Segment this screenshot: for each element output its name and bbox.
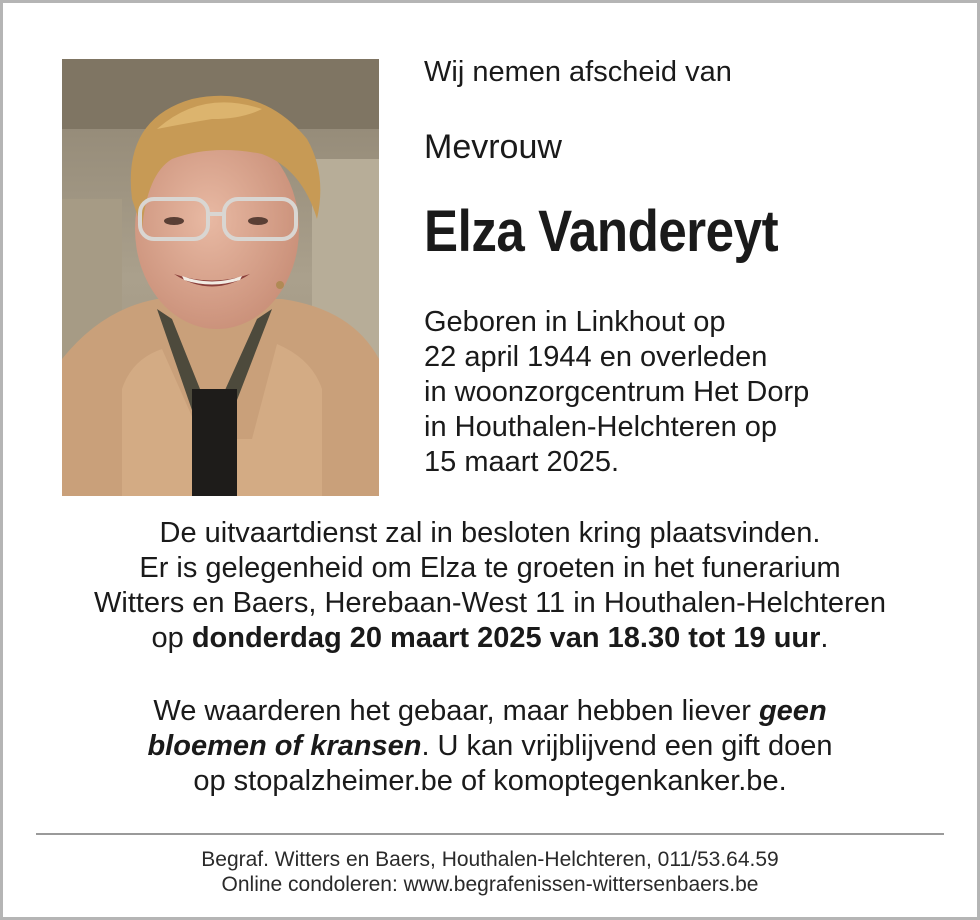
- birth-death-details: [424, 305, 809, 480]
- funeral-info: [3, 516, 977, 656]
- date-suffix: .: [820, 622, 829, 654]
- birth-line: in woonzorgcentrum Het Dorp: [424, 376, 810, 408]
- funeral-line: De uitvaartdienst zal in besloten kring plaatsvinden.: [159, 517, 821, 549]
- funeral-line: Witters en Baers, Herebaan-West 11 in Houthalen-Helchteren: [94, 587, 886, 619]
- intro-text: Wij nemen afscheid van: [424, 56, 732, 88]
- flowers-request: [3, 694, 977, 799]
- divider: [36, 833, 944, 835]
- condolence-link: Online condoleren: www.begrafenissen-wittersenbaers.be: [221, 873, 759, 896]
- visitation-date: donderdag 20 maart 2025 van 18.30 tot 19 uur: [191, 622, 821, 654]
- deceased-name: Elza Vandereyt: [424, 199, 779, 264]
- salutation: Mevrouw: [424, 128, 562, 166]
- birth-line: Geboren in Linkhout op: [424, 306, 726, 338]
- funeral-line: Er is gelegenheid om Elza te groeten in het funerarium: [139, 552, 841, 584]
- flowers-emphasis: bloemen of kransen: [147, 730, 422, 762]
- birth-line: in Houthalen-Helchteren op: [424, 411, 778, 443]
- undertaker-contact: Begraf. Witters en Baers, Houthalen-Helchteren, 011/53.64.59: [201, 848, 779, 871]
- flowers-line: [3, 694, 977, 729]
- donation-line: op stopalzheimer.be of komoptegenkanker.be.: [193, 765, 787, 797]
- footer: [3, 847, 977, 897]
- flowers-line: [3, 729, 977, 764]
- flowers-suffix: . U kan vrijblijvend een gift doen: [421, 730, 833, 762]
- birth-line: 15 maart 2025.: [424, 446, 620, 478]
- date-prefix: op: [151, 622, 192, 654]
- birth-line: 22 april 1944 en overleden: [424, 341, 768, 373]
- flowers-prefix: We waarderen het gebaar, maar hebben liever: [153, 695, 759, 727]
- funeral-line-date: [3, 621, 977, 656]
- flowers-emphasis: geen: [758, 695, 827, 727]
- portrait-photo: [62, 59, 379, 496]
